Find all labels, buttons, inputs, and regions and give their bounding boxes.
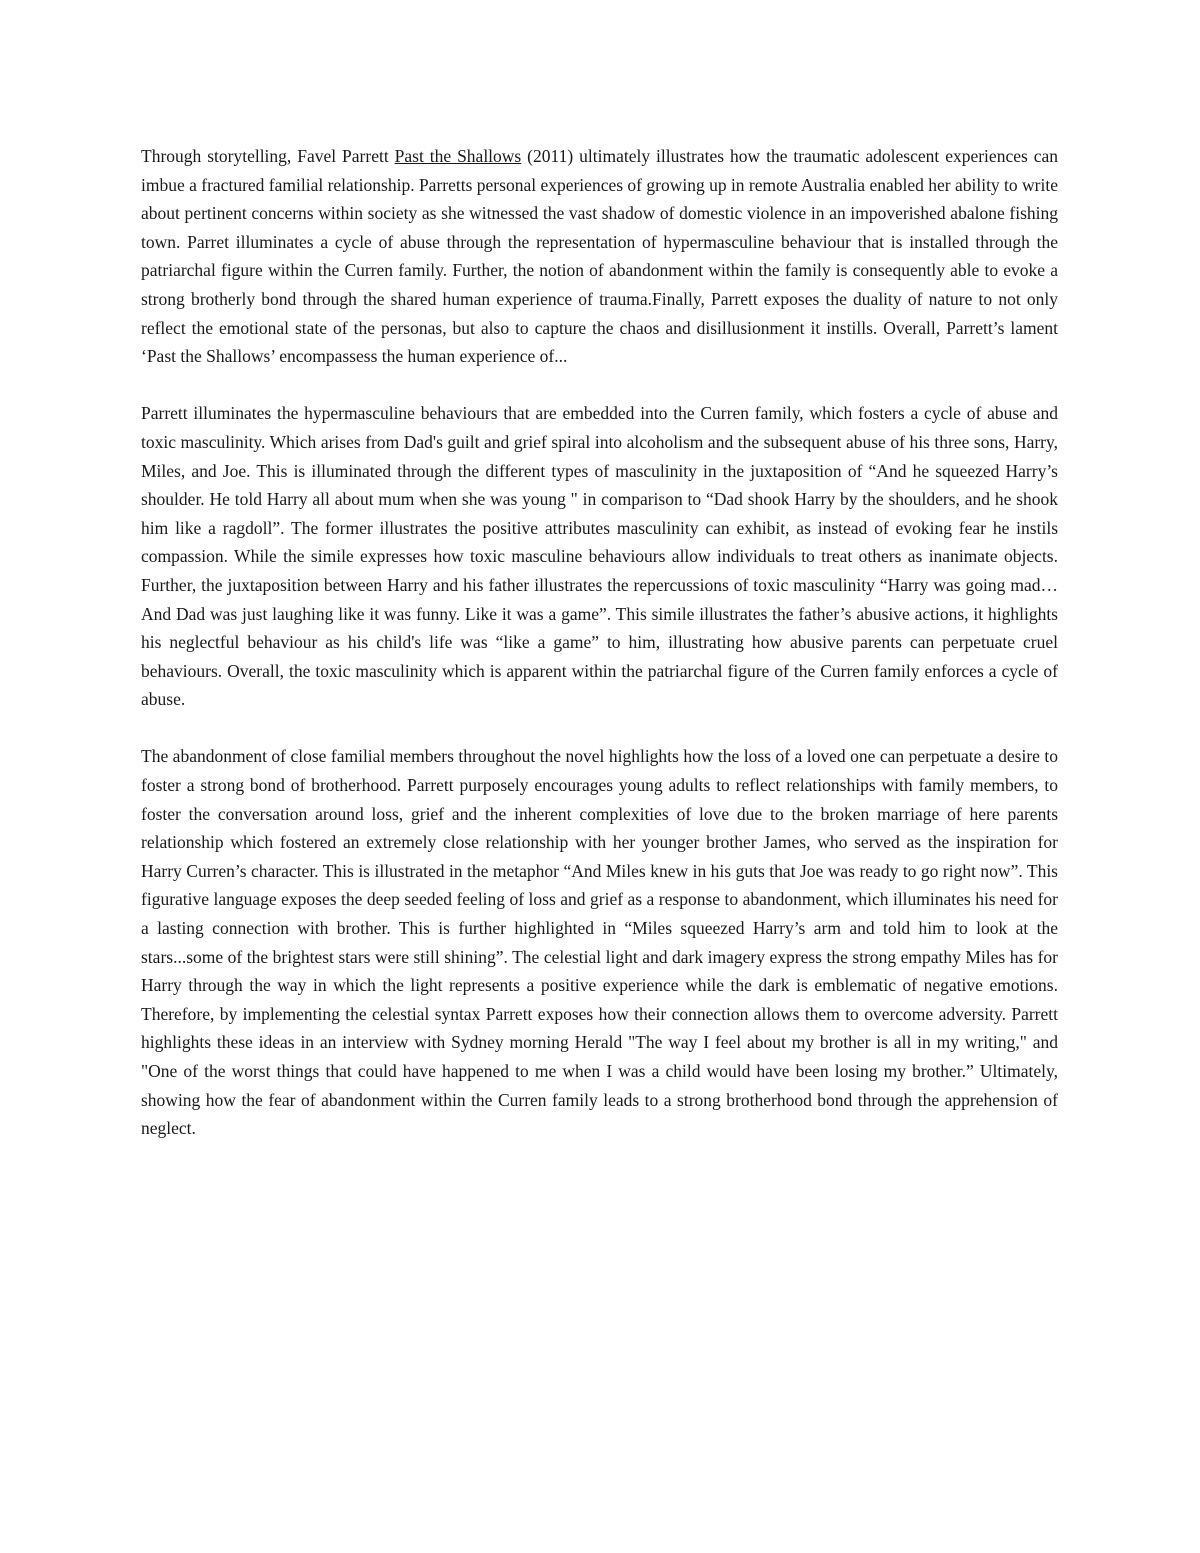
body-paragraph-masculinity: Parrett illuminates the hypermasculine behaviours that are embedded into the Curren family, which fosters a cycle of abuse and toxic masculinity. Which arises from Dad's guilt and grief spiral into alcoholism and the subsequent abuse of his three sons, Harry, Miles, and Joe. This is illuminated through the different types of masculinity in the juxtaposition of “And he squeezed Harry’s shoulder. He told Harry all about mum when she was young " in comparison to “Dad shook Harry by the shoulders, and he shook him like a ragdoll”. The former illustrates the positive attributes masculinity can exhibit, as instead of evoking fear he instils compassion. While the simile expresses how toxic masculine behaviours allow individuals to treat others as inanimate objects. Further, the juxtaposition between Harry and his father illustrates the repercussions of toxic masculinity “Harry was going mad… And Dad was just laughing like it was funny. Like it was a game”. This simile illustrates the father’s abusive actions, it highlights his neglectful behaviour as his child's life was “like a game” to him, illustrating how abusive parents can perpetuate cruel behaviours. Overall, the toxic masculinity which is apparent within the patriarchal figure of the Curren family enforces a cycle of abuse. xyxy=(141,403,1058,710)
intro-text-start: Through storytelling, Favel Parrett xyxy=(141,146,395,166)
novel-title: Past the Shallows xyxy=(394,146,522,166)
document-body xyxy=(141,142,1058,1171)
body-paragraph-abandonment: The abandonment of close familial members throughout the novel highlights how the loss of a loved one can perpetuate a desire to foster a strong bond of brotherhood. Parrett purposely encourages young adults to reflect relationships with family members, to foster the conversation around loss, grief and the inherent complexities of love due to the broken marriage of here parents relationship which fostered an extremely close relationship with her younger brother James, who served as the inspiration for Harry Curren’s character. This is illustrated in the metaphor “And Miles knew in his guts that Joe was ready to go right now”. This figurative language exposes the deep seeded feeling of loss and grief as a response to abandonment, which illuminates his need for a lasting connection with brother. This is further highlighted in “Miles squeezed Harry’s arm and told him to look at the stars...some of the brightest stars were still shining”. The celestial light and dark imagery express the strong empathy Miles has for Harry through the way in which the light represents a positive experience while the dark is emblematic of negative emotions. Therefore, by implementing the celestial syntax Parrett exposes how their connection allows them to overcome adversity. Parrett highlights these ideas in an interview with Sydney morning Herald "The way I feel about my brother is all in my writing," and "One of the worst things that could have happened to me when I was a child would have been losing my brother.” Ultimately, showing how the fear of abandonment within the Curren family leads to a strong brotherhood bond through the apprehension of neglect. xyxy=(141,746,1058,1139)
introduction-paragraph xyxy=(141,142,1058,371)
intro-text-rest: (2011) ultimately illustrates how the traumatic adolescent experiences can imbue a fractured familial relationship. Parretts personal experiences of growing up in remote Australia enabled her ability to write about pertinent concerns within society as she witnessed the vast shadow of domestic violence in an impoverished abalone fishing town. Parret illuminates a cycle of abuse through the representation of hypermasculine behaviour that is installed through the patriarchal figure within the Curren family. Further, the notion of abandonment within the family is consequently able to evoke a strong brotherly bond through the shared human experience of trauma.Finally, Parrett exposes the duality of nature to not only reflect the emotional state of the personas, but also to capture the chaos and disillusionment it instills. Overall, Parrett’s lament ‘Past the Shallows’ encompassess the human experience of... xyxy=(141,146,1059,367)
